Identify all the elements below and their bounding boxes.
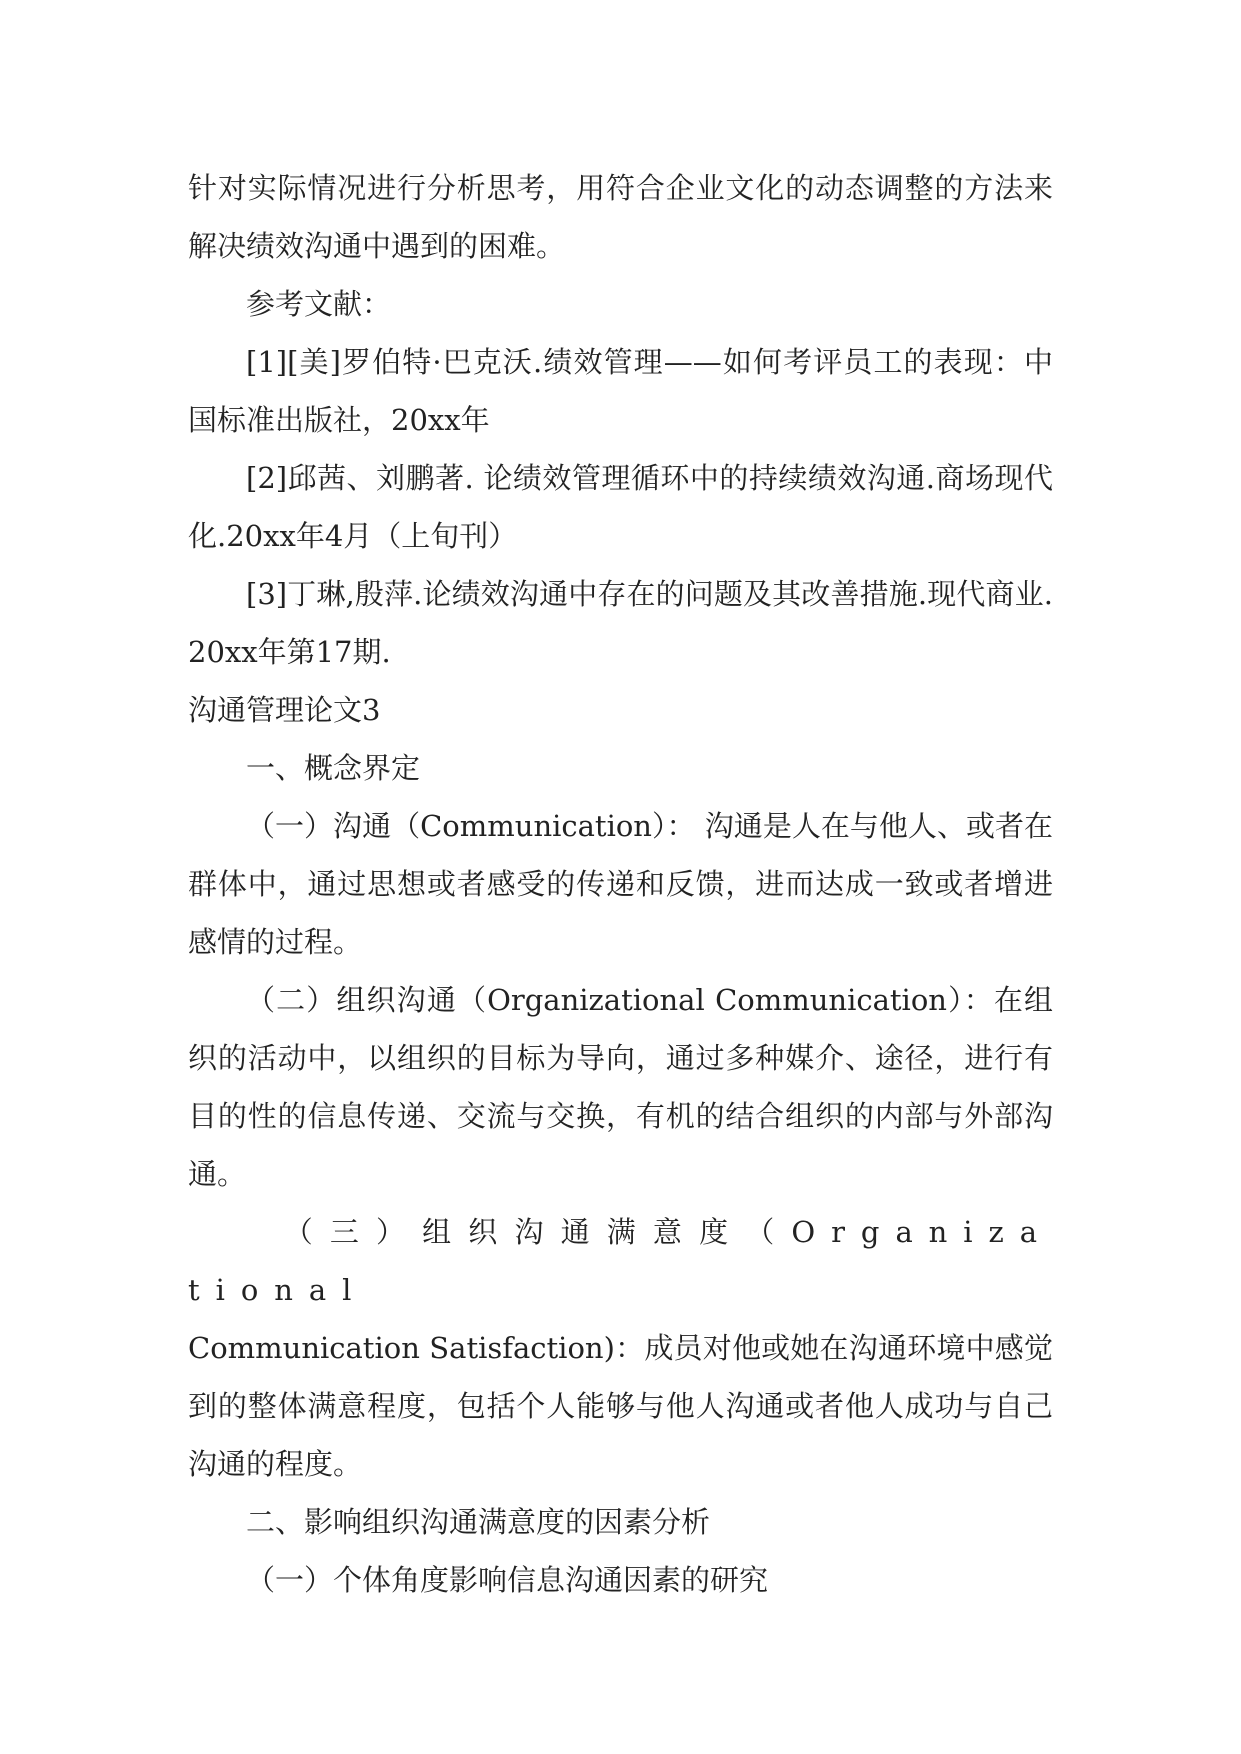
paragraph-satisfaction-definition: Communication Satisfaction)：成员对他或她在沟通环境中感觉到的整体满意程度，包括个人能够与他人沟通或者他人成功与自己沟通的程度。 — [188, 1331, 1053, 1481]
heading-individual-perspective: （一）个体角度影响信息沟通因素的研究 — [246, 1563, 769, 1597]
paragraph-organizational-communication: （二）组织沟通（Organizational Communication）：在组织的活动中，以组织的目标为导向，通过多种媒介、途径，进行有目的性的信息传递、交流与交换，有机的结合组织的内部与外部沟通。 — [188, 983, 1053, 1191]
paragraph-conclusion: 针对实际情况进行分析思考，用符合企业文化的动态调整的方法来解决绩效沟通中遇到的困难。 — [188, 171, 1053, 263]
heading-factor-analysis: 二、影响组织沟通满意度的因素分析 — [246, 1505, 711, 1539]
references-heading: 参考文献： — [246, 287, 392, 321]
reference-item-1: [1][美]罗伯特·巴克沃.绩效管理——如何考评员工的表现：中国标准出版社，20xx年 — [188, 345, 1053, 437]
reference-item-2: [2]邱茜、刘鹏著. 论绩效管理循环中的持续绩效沟通.商场现代化.20xx年4月（上旬刊） — [188, 461, 1053, 553]
heading-concept-definition: 一、概念界定 — [246, 751, 421, 785]
paragraph-satisfaction-heading: （三）组织沟通满意度（Organizational — [188, 1215, 1053, 1307]
reference-item-3: [3]丁琳,殷萍.论绩效沟通中存在的问题及其改善措施.现代商业.20xx年第17期. — [188, 577, 1053, 669]
section-title: 沟通管理论文3 — [188, 693, 381, 727]
document-body — [188, 159, 1053, 1609]
paragraph-communication-definition: （一）沟通（Communication）： 沟通是人在与他人、或者在群体中，通过思想或者感受的传递和反馈，进而达成一致或者增进感情的过程。 — [188, 809, 1053, 959]
